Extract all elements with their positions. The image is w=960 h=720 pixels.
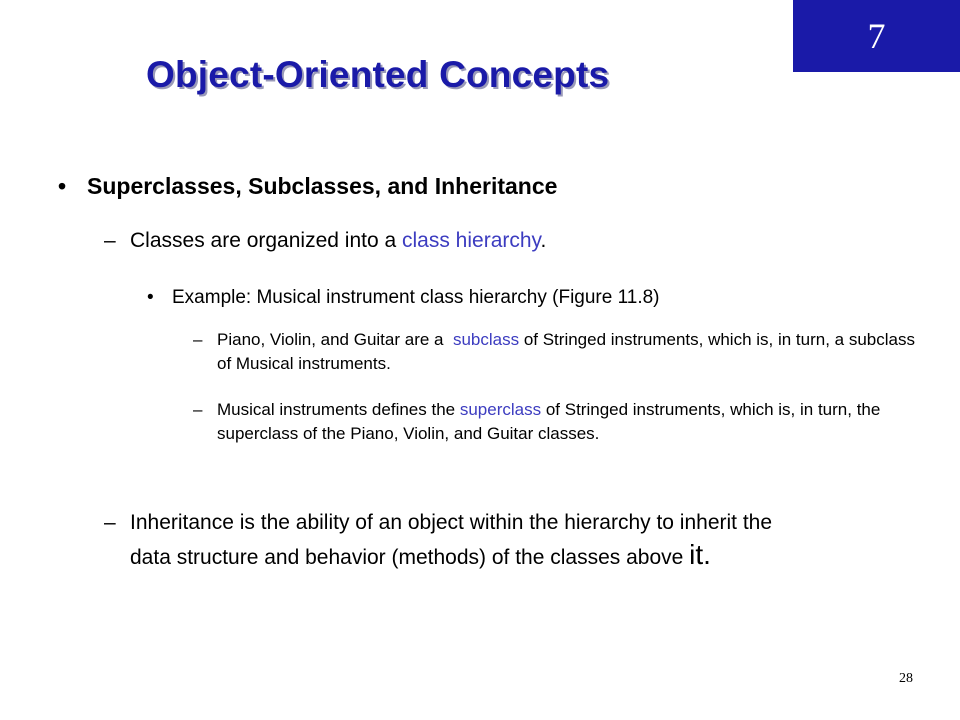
highlight-class-hierarchy: class hierarchy: [402, 229, 541, 252]
bullet-superclass: [193, 398, 917, 446]
dash-marker: –: [193, 330, 203, 349]
bullet-superclasses-heading: [58, 173, 557, 200]
text-segment: .: [540, 229, 547, 252]
text-segment: Inheritance is the ability of an object within the hierarchy to inherit the data structure and behavior (methods) of the classes above: [130, 511, 773, 569]
highlight-subclass: subclass: [452, 330, 520, 349]
bullet-example: [147, 287, 660, 309]
bullet-text: Example: Musical instrument class hierarchy (Figure 11.8): [172, 287, 660, 308]
highlight-superclass: superclass: [459, 400, 542, 419]
text-segment: Classes are organized into a: [130, 229, 402, 252]
dash-marker: –: [193, 400, 203, 419]
text-segment: Piano, Violin, and Guitar are a: [217, 330, 453, 349]
text-segment-large: it.: [689, 539, 711, 570]
text-segment: Musical instruments defines the: [217, 400, 460, 419]
bullet-marker: •: [147, 287, 154, 308]
chapter-number-box: [793, 0, 960, 72]
bullet-text: [130, 229, 546, 253]
text-segment: of Stringed instruments, which is, in turn, a subclass of Musical instruments.: [217, 330, 915, 373]
bullet-inheritance: [104, 507, 810, 574]
dash-marker: –: [104, 511, 116, 534]
bullet-text: [130, 507, 810, 574]
bullet-text: Superclasses, Subclasses, and Inheritance: [87, 173, 558, 199]
bullet-subclass: [193, 328, 917, 376]
bullet-text: [217, 398, 917, 446]
bullet-marker: •: [58, 173, 67, 199]
text-segment: of Stringed instruments, which is, in turn, the superclass of the Piano, Violin, and Guitar classes.: [217, 400, 881, 443]
chapter-number: 7: [867, 16, 886, 56]
dash-marker: –: [104, 229, 116, 252]
bullet-class-hierarchy: [104, 229, 546, 253]
slide-title: Object-Oriented Concepts: [146, 54, 610, 95]
page-number: 28: [899, 671, 913, 686]
bullet-text: [217, 328, 917, 376]
